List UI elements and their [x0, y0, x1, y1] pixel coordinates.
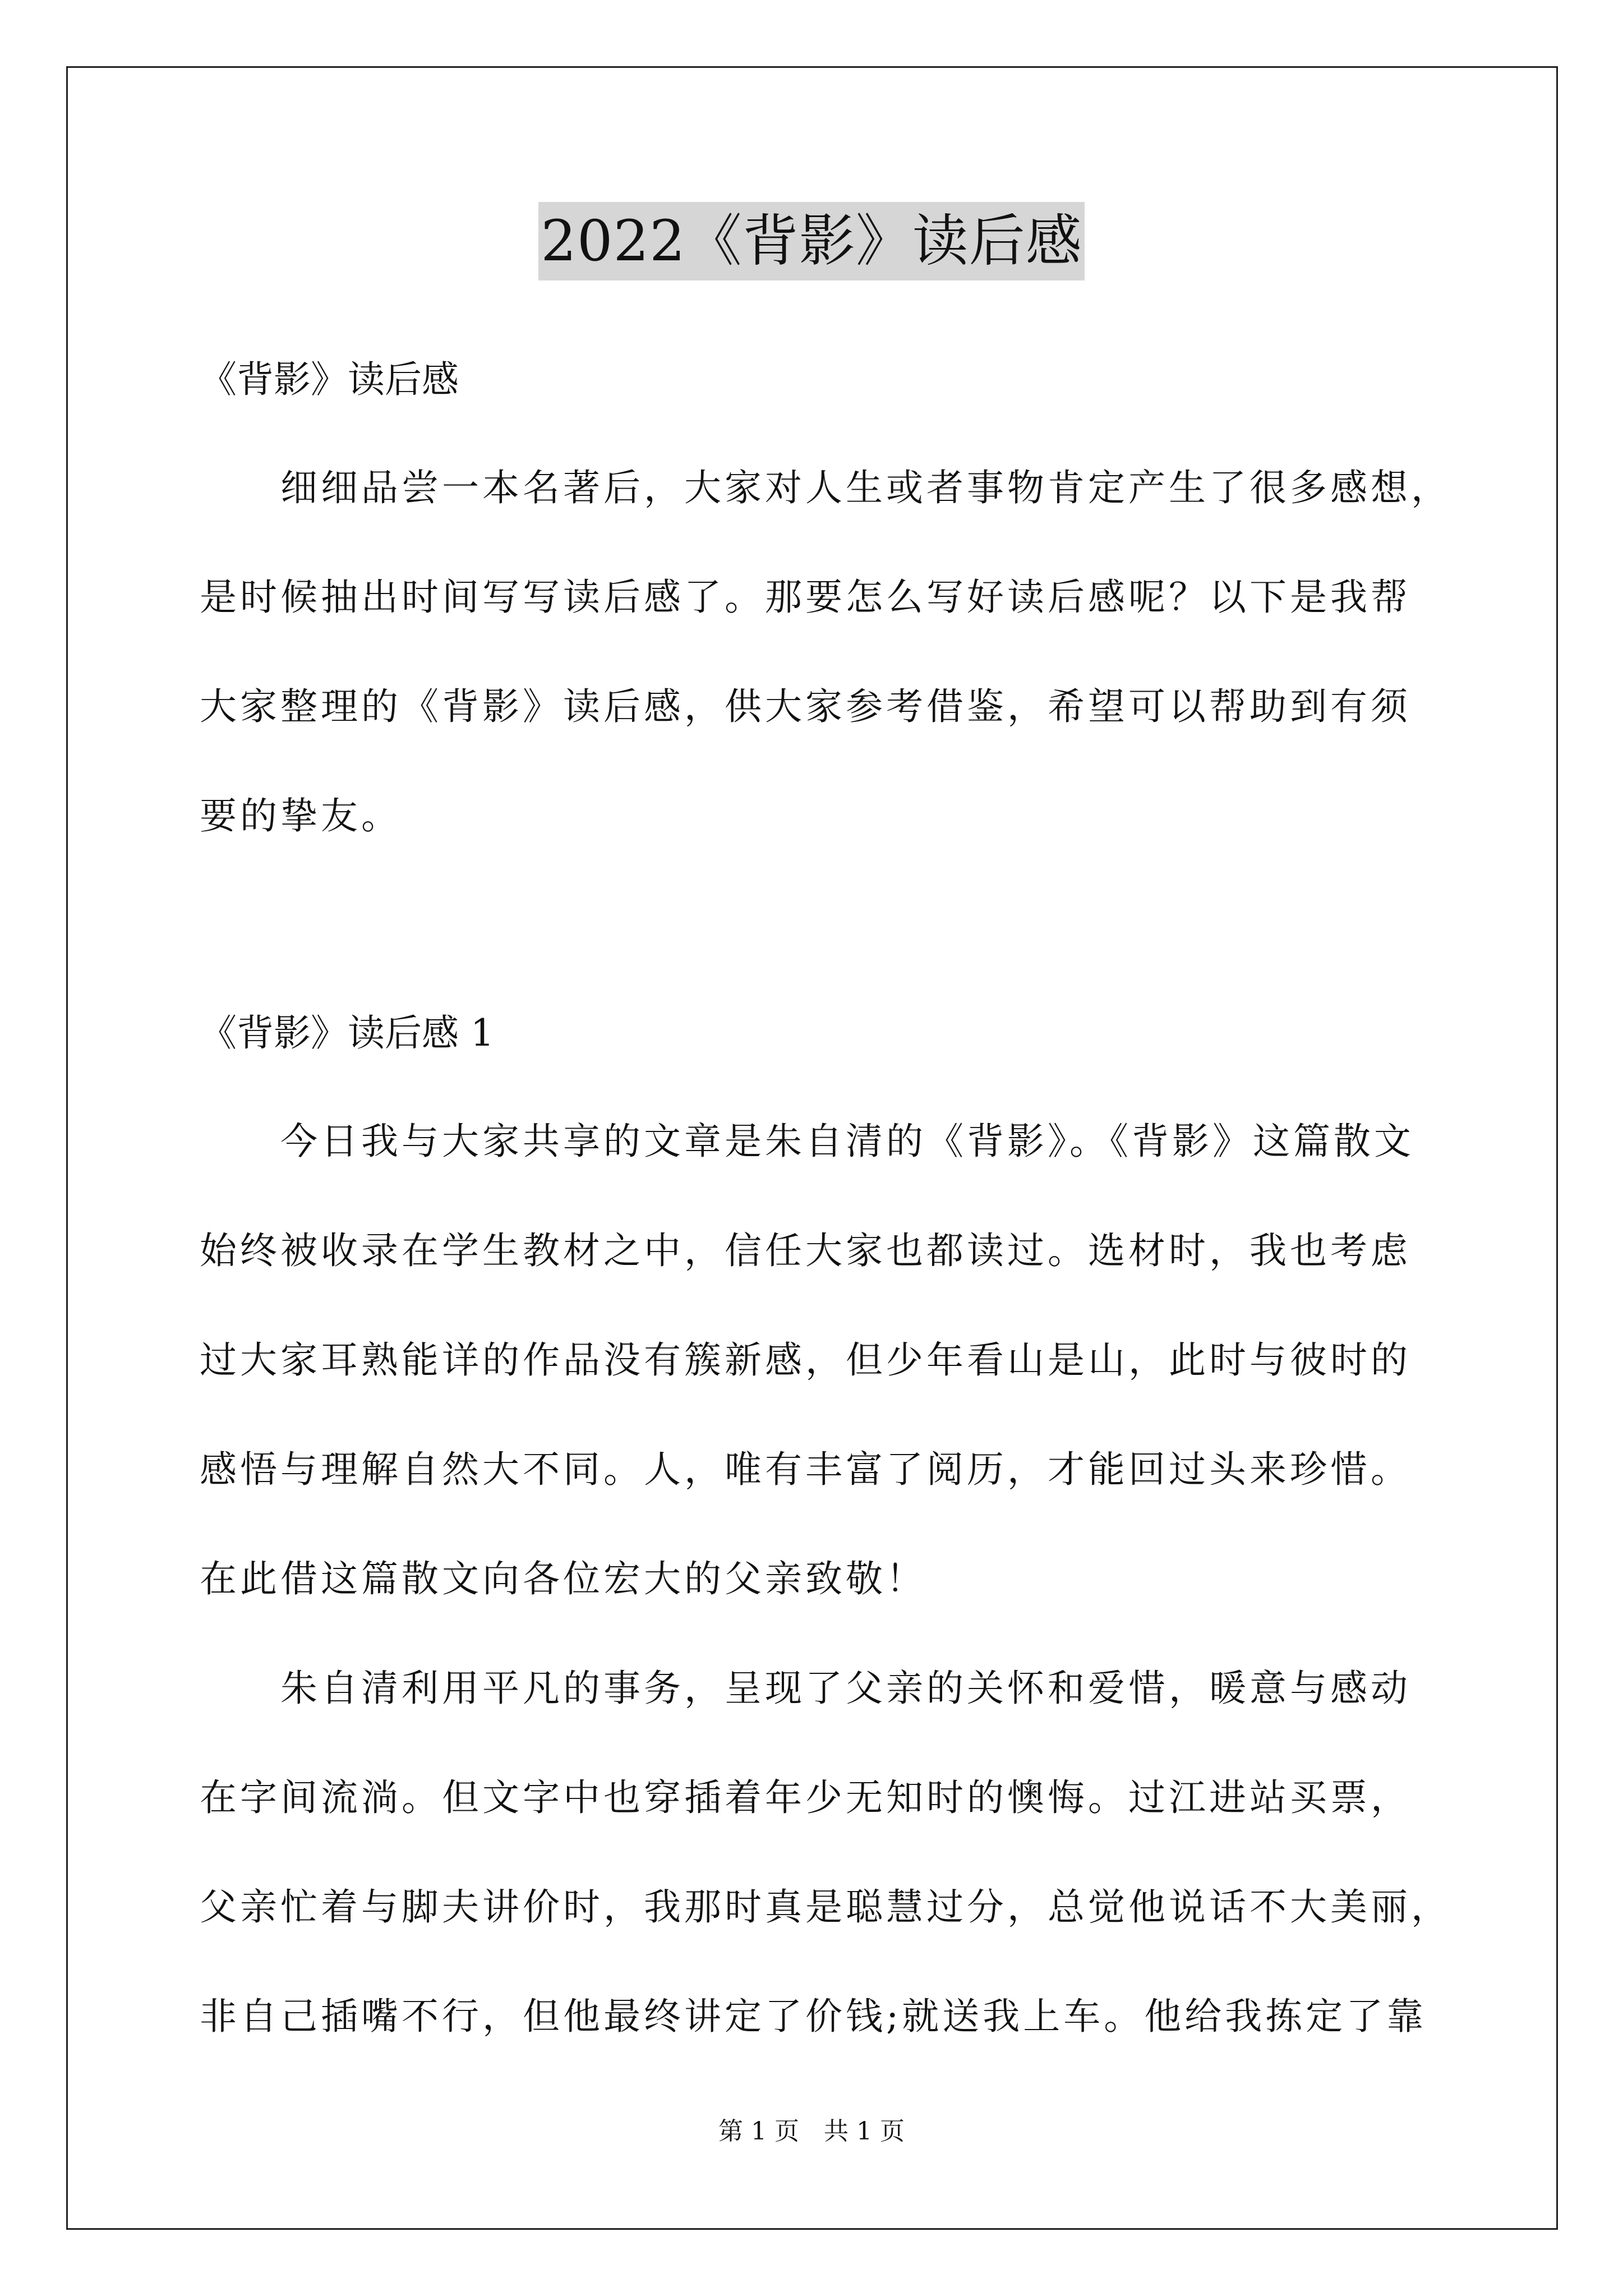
paragraph-line: 父亲忙着与脚夫讲价时，我那时真是聪慧过分，总觉他说话不大美丽，	[200, 1885, 1451, 1929]
intro-line: 是时候抽出时间写写读后感了。那要怎么写好读后感呢？以下是我帮	[200, 576, 1411, 619]
paragraph-line: 始终被收录在学生教材之中，信任大家也都读过。选材时，我也考虑	[200, 1229, 1411, 1272]
intro-heading: 《背影》读后感	[200, 358, 459, 401]
paragraph-line: 在字间流淌。但文字中也穿插着年少无知时的懊悔。过江进站买票，	[200, 1776, 1411, 1819]
paragraph-line: 在此借这篇散文向各位宏大的父亲致敬！	[200, 1557, 926, 1600]
section-heading: 《背影》读后感 1	[200, 1011, 494, 1055]
page-footer: 第 1 页 共 1 页	[718, 2117, 905, 2146]
intro-line: 大家整理的《背影》读后感，供大家参考借鉴，希望可以帮助到有须	[200, 685, 1411, 728]
paragraph-line: 过大家耳熟能详的作品没有簇新感，但少年看山是山，此时与彼时的	[200, 1338, 1411, 1382]
paragraph-line: 今日我与大家共享的文章是朱自清的《背影》。《背影》这篇散文	[280, 1120, 1414, 1163]
paragraph-line: 非自己插嘴不行，但他最终讲定了价钱;就送我上车。他给我拣定了靠	[200, 1995, 1427, 2038]
document-title: 2022《背影》读后感	[538, 202, 1085, 280]
title-wrapper	[0, 202, 1623, 280]
intro-line: 要的挚友。	[200, 794, 402, 838]
paragraph-line: 朱自清利用平凡的事务，呈现了父亲的关怀和爱惜，暖意与感动	[280, 1667, 1411, 1710]
paragraph-line: 感悟与理解自然大不同。人，唯有丰富了阅历，才能回过头来珍惜。	[200, 1448, 1411, 1491]
intro-line: 细细品尝一本名著后，大家对人生或者事物肯定产生了很多感想，	[280, 466, 1451, 509]
